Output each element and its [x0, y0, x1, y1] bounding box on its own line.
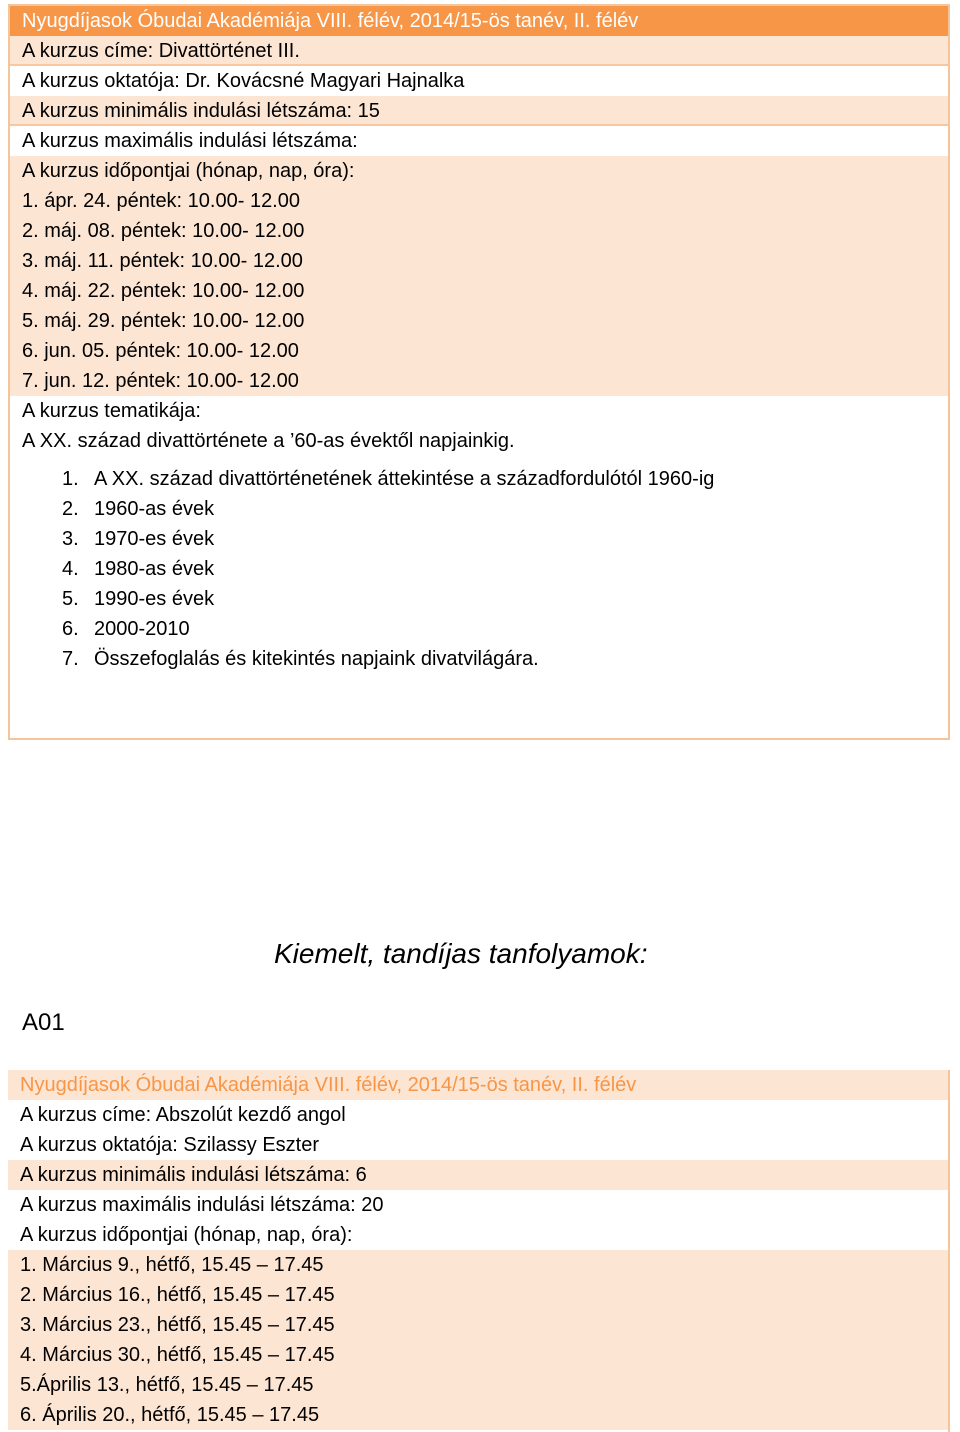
course-1-date: 6. jun. 05. péntek: 10.00- 12.00	[22, 340, 299, 362]
course-2-schedule	[8, 1250, 950, 1430]
course-2-date: 2. Március 16., hétfő, 15.45 – 17.45	[20, 1284, 335, 1306]
course-2-max-size: A kurzus maximális indulási létszáma: 20	[8, 1190, 950, 1220]
topic-item: 6. 2000-2010	[62, 618, 190, 640]
course-1-date: 5. máj. 29. péntek: 10.00- 12.00	[22, 310, 305, 332]
course-1-max-size: A kurzus maximális indulási létszáma:	[10, 126, 948, 156]
course-2-date: 1. Március 9., hétfő, 15.45 – 17.45	[20, 1254, 324, 1276]
course-2-title: A kurzus címe: Abszolút kezdő angol	[8, 1100, 950, 1130]
course-1-schedule	[10, 156, 948, 396]
course-1-date: 3. máj. 11. péntek: 10.00- 12.00	[22, 250, 303, 272]
course-1-date: 1. ápr. 24. péntek: 10.00- 12.00	[22, 190, 300, 212]
topic-item: 4. 1980-as évek	[62, 558, 215, 580]
course-2-block	[8, 1070, 950, 1430]
course-1-block	[8, 4, 950, 740]
course-2-instructor: A kurzus oktatója: Szilassy Eszter	[8, 1130, 950, 1160]
course-2-date: 5.Április 13., hétfő, 15.45 – 17.45	[20, 1374, 314, 1396]
topic-item: 3. 1970-es évek	[62, 528, 215, 550]
course-2-header: Nyugdíjasok Óbudai Akadémiája VIII. félév, 2014/15-ös tanév, II. félév	[8, 1070, 950, 1100]
course-2-date: 4. Március 30., hétfő, 15.45 – 17.45	[20, 1344, 335, 1366]
course-code: A01	[22, 1009, 65, 1036]
course-2-date: 6. Április 20., hétfő, 15.45 – 17.45	[20, 1404, 320, 1426]
course-1-min-size: A kurzus minimális indulási létszáma: 15	[10, 96, 948, 126]
course-1-topics-intro: A XX. század divattörténete a ’60-as évektől napjainkig.	[22, 430, 515, 452]
section-heading: Kiemelt, tandíjas tanfolyamok:	[274, 938, 648, 969]
course-1-topics-label: A kurzus tematikája:	[22, 400, 201, 422]
course-1-instructor: A kurzus oktatója: Dr. Kovácsné Magyari Hajnalka	[10, 66, 948, 96]
course-1-date: 4. máj. 22. péntek: 10.00- 12.00	[22, 280, 305, 302]
course-1-header: Nyugdíjasok Óbudai Akadémiája VIII. félév, 2014/15-ös tanév, II. félév	[10, 6, 948, 36]
course-1-topic-list	[10, 456, 948, 674]
course-1-topics-block	[10, 396, 948, 710]
course-2-schedule-label: A kurzus időpontjai (hónap, nap, óra):	[8, 1220, 950, 1250]
topic-item: 1. A XX. század divattörténetének áttekintése a századfordulótól 1960-ig	[62, 468, 715, 490]
topic-item: 7. Összefoglalás és kitekintés napjaink divatvilágára.	[62, 648, 539, 670]
course-1-schedule-label: A kurzus időpontjai (hónap, nap, óra):	[22, 160, 355, 182]
course-1-date: 7. jun. 12. péntek: 10.00- 12.00	[22, 370, 299, 392]
course-1-date: 2. máj. 08. péntek: 10.00- 12.00	[22, 220, 305, 242]
course-2-min-size: A kurzus minimális indulási létszáma: 6	[8, 1160, 950, 1190]
course-2-date: 3. Március 23., hétfő, 15.45 – 17.45	[20, 1314, 335, 1336]
course-1-title: A kurzus címe: Divattörténet III.	[10, 36, 948, 66]
topic-item: 5. 1990-es évek	[62, 588, 215, 610]
topic-item: 2. 1960-as évek	[62, 498, 215, 520]
course-2-border	[948, 1070, 950, 1432]
